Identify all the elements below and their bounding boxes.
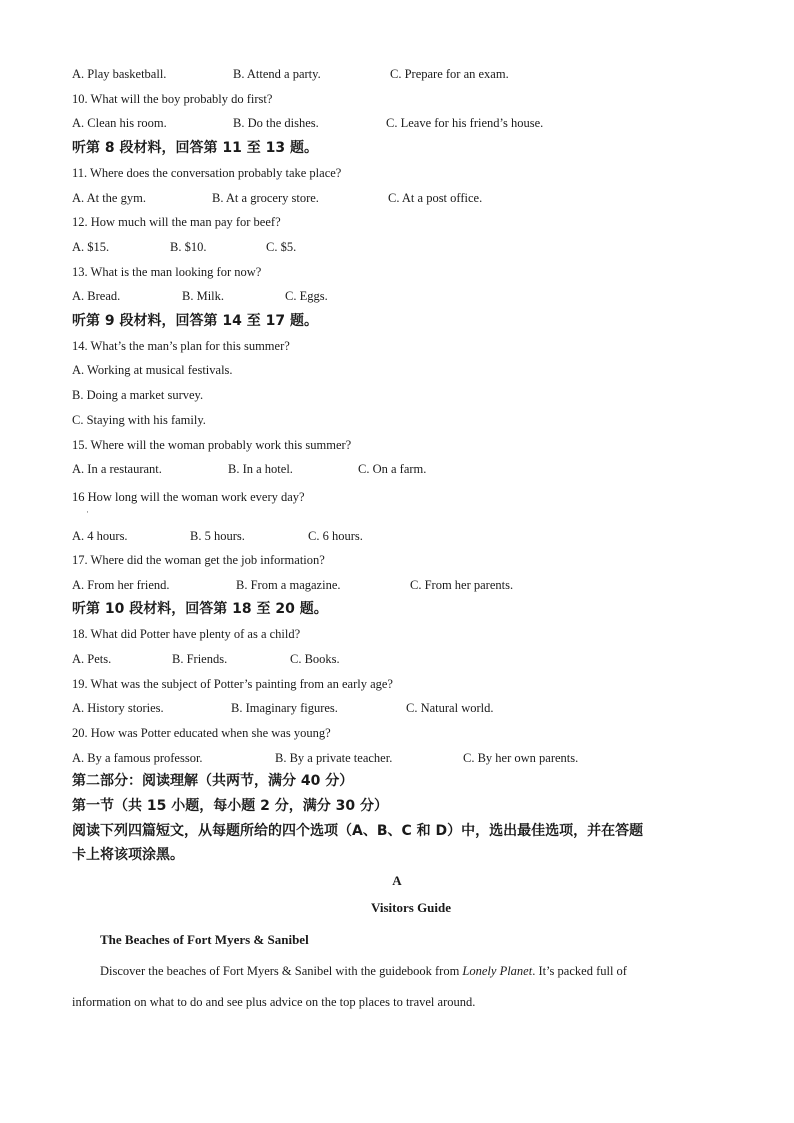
q12-option-c: C. $5. [266,240,297,254]
q19-option-a: A. History stories. [72,701,164,715]
passage-line2: information on what to do and see plus advice on the top places to travel around. [72,995,476,1009]
q14-question: 14. What’s the man’s plan for this summer? [72,339,290,353]
book-title: Lonely Planet [462,964,533,978]
q14-option-a: A. Working at musical festivals. [72,363,233,377]
passage-line1 [100,963,627,979]
q9-option-a: A. Play basketball. [72,67,167,81]
section8-heading: 听第 8 段材料，回答第 11 至 13 题。 [72,140,318,156]
q10-option-a: A. Clean his room. [72,116,167,130]
q18-option-c: C. Books. [290,652,340,666]
q18-option-a: A. Pets. [72,652,112,666]
q17-question: 17. Where did the woman get the job information? [72,553,325,567]
q9-option-c: C. Prepare for an exam. [390,67,509,81]
q13-question: 13. What is the man looking for now? [72,265,262,279]
q18-question: 18. What did Potter have plenty of as a child? [72,627,301,641]
q16-question: 16 How long will the woman work every day? [72,490,305,504]
q11-option-b: B. At a grocery store. [212,191,319,205]
q14-option-b: B. Doing a market survey. [72,388,204,402]
section9-heading: 听第 9 段材料，回答第 14 至 17 题。 [72,313,318,329]
instruction-line1: 阅读下列四篇短文，从每题所给的四个选项（A、B、C 和 D）中，选出最佳选项，并在答题 [72,823,644,839]
q10-option-b: B. Do the dishes. [233,116,319,130]
q20-option-a: A. By a famous professor. [72,751,203,765]
q16-option-c: C. 6 hours. [308,529,363,543]
q19-question: 19. What was the subject of Potter’s painting from an early age? [72,677,393,691]
q11-option-a: A. At the gym. [72,191,146,205]
q10-question: 10. What will the boy probably do first? [72,92,273,106]
q13-option-c: C. Eggs. [285,289,328,303]
passage-text-before: Discover the beaches of Fort Myers & Sanibel with the guidebook from [100,964,463,978]
q17-option-b: B. From a magazine. [236,578,341,592]
passage-title: Visitors Guide [370,900,452,915]
instruction-line2: 卡上将该项涂黑。 [72,847,184,863]
passage-letter: A [392,873,402,888]
q18-option-b: B. Friends. [172,652,228,666]
q9-option-b: B. Attend a party. [233,67,321,81]
q12-question: 12. How much will the man pay for beef? [72,215,281,229]
section10-heading: 听第 10 段材料，回答第 18 至 20 题。 [72,601,328,617]
q15-option-a: A. In a restaurant. [72,462,162,476]
q16-option-a: A. 4 hours. [72,529,128,543]
q15-option-c: C. On a farm. [358,462,427,476]
q16-option-b: B. 5 hours. [190,529,245,543]
q15-option-b: B. In a hotel. [228,462,293,476]
q17-option-a: A. From her friend. [72,578,170,592]
q20-option-c: C. By her own parents. [463,751,579,765]
passage-subtitle: The Beaches of Fort Myers & Sanibel [100,932,309,947]
q12-option-a: A. $15. [72,240,110,254]
q19-option-b: B. Imaginary figures. [231,701,338,715]
q20-option-b: B. By a private teacher. [275,751,393,765]
q13-option-b: B. Milk. [182,289,225,303]
q19-option-c: C. Natural world. [406,701,494,715]
section1-title: 第一节（共 15 小题，每小题 2 分，满分 30 分） [72,798,388,814]
q17-option-c: C. From her parents. [410,578,514,592]
q10-option-c: C. Leave for his friend’s house. [386,116,544,130]
stray-dot: · [86,507,89,517]
passage-text-after: . It’s packed full of [532,964,627,978]
q20-question: 20. How was Potter educated when she was young? [72,726,331,740]
q11-option-c: C. At a post office. [388,191,483,205]
part2-title: 第二部分：阅读理解（共两节，满分 40 分） [72,773,354,789]
q12-option-b: B. $10. [170,240,207,254]
q13-option-a: A. Bread. [72,289,121,303]
q15-question: 15. Where will the woman probably work this summer? [72,438,352,452]
q14-option-c: C. Staying with his family. [72,413,206,427]
q11-question: 11. Where does the conversation probably take place? [72,166,342,180]
